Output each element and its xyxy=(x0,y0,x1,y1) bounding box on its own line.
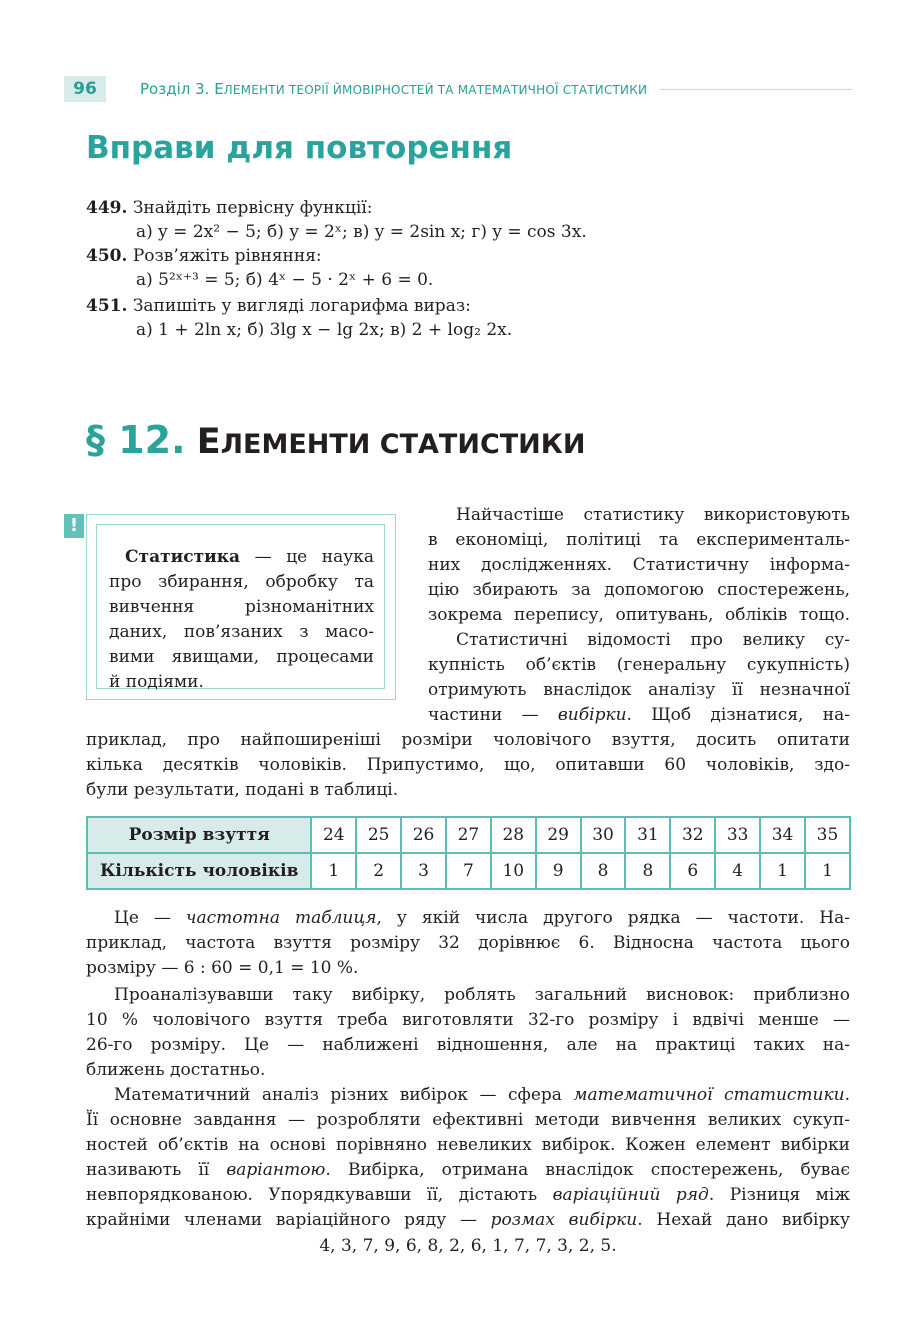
section-title-first-letter: Е xyxy=(196,422,221,462)
table-cell: 1 xyxy=(805,853,850,889)
table-cell: 26 xyxy=(401,817,446,853)
chapter-first-letter: Е xyxy=(214,80,224,98)
definition-term: Статистика xyxy=(125,547,241,567)
term-math-statistics: математичної статистики xyxy=(573,1085,845,1105)
chapter-title: ЛЕМЕНТИ ТЕОРІЇ ЙМОВІРНОСТЕЙ ТА МАТЕМАТИЧНОЇ СТАТИСТИКИ xyxy=(223,83,648,97)
table-cell: 35 xyxy=(805,817,850,853)
definition-line: про збирання, обробку та xyxy=(109,572,374,592)
text-line: отримують внаслідок аналізу її незначної xyxy=(428,680,850,700)
table-cell: 34 xyxy=(760,817,805,853)
table-cell: 7 xyxy=(446,853,491,889)
term-sample: вибірки xyxy=(557,705,627,725)
text-line: 26-го розміру. Це — наближені відношення, але на практиці таких на- xyxy=(86,1035,850,1055)
section-title-rest: ЛЕМЕНТИ СТАТИСТИКИ xyxy=(220,429,586,460)
text-line: Найчастіше статистику використовують xyxy=(456,505,850,525)
section-number: § 12. xyxy=(86,418,186,462)
exercise-parts: а) y = 2x² − 5; б) y = 2ˣ; в) y = 2sin x; г) y = cos 3x. xyxy=(136,222,587,242)
table-cell: 27 xyxy=(446,817,491,853)
table-cell: 10 xyxy=(491,853,536,889)
table-cell: 29 xyxy=(536,817,581,853)
exercise-number: 450. xyxy=(86,246,128,266)
term-frequency-table: частотна таблиця xyxy=(185,908,377,928)
text-line: купність об’єктів (генеральну сукупність) xyxy=(428,655,850,675)
text-line: Це — частотна таблиця, у якій числа другого рядка — частоти. На- xyxy=(114,908,850,928)
sample-values: 4, 3, 7, 9, 6, 8, 2, 6, 1, 7, 7, 3, 2, 5. xyxy=(319,1236,617,1256)
table-cell: 25 xyxy=(356,817,401,853)
exercise-task: Знайдіть первісну функції: xyxy=(132,198,373,218)
table-cell: 33 xyxy=(715,817,760,853)
table-cell: 8 xyxy=(581,853,626,889)
frequency-table xyxy=(86,816,851,890)
definition-line: Статистика — це наука xyxy=(125,547,374,567)
exercise-task: Розв’яжіть рівняння: xyxy=(132,246,322,266)
text-line: цію збирають за допомогою спостережень, xyxy=(428,580,850,600)
table-cell: 31 xyxy=(625,817,670,853)
text-line: зокрема перепису, опитувань, обліків тощо. xyxy=(428,605,850,625)
table-row-header: Кількість чоловіків xyxy=(87,853,311,889)
table-row-header: Розмір взуття xyxy=(87,817,311,853)
definition-line: й подіями. xyxy=(109,672,204,692)
text-line: розміру — 6 : 60 = 0,1 = 10 %. xyxy=(86,958,359,978)
review-heading: Вправи для повторення xyxy=(86,130,513,166)
text-line: невпорядкованою. Упорядкувавши її, дістають варіаційний ряд. Різниця між xyxy=(86,1185,850,1205)
table-cell: 30 xyxy=(581,817,626,853)
table-cell: 1 xyxy=(760,853,805,889)
text-line: називають її варіантою. Вибірка, отримана внаслідок спостережень, буває xyxy=(86,1160,850,1180)
term-variation-series: варіаційний ряд xyxy=(552,1185,709,1205)
text-line: ближень достатньо. xyxy=(86,1060,266,1080)
table-cell: 6 xyxy=(670,853,715,889)
section-heading xyxy=(86,412,585,473)
table-cell: 32 xyxy=(670,817,715,853)
text-line: приклад, про найпоширеніші розміри чоловічого взуття, досить опитати xyxy=(86,730,850,750)
text-line: були результати, подані в таблиці. xyxy=(86,780,399,800)
definition-box xyxy=(86,514,396,700)
exercise-451 xyxy=(86,294,856,340)
chapter-label: Розділ 3. xyxy=(140,80,210,98)
text-line: Її основне завдання — розробляти ефективні методи вивчення великих сукуп- xyxy=(86,1110,850,1130)
exercise-449 xyxy=(86,196,856,242)
table-cell: 4 xyxy=(715,853,760,889)
table-cell: 24 xyxy=(311,817,356,853)
table-cell: 1 xyxy=(311,853,356,889)
text-line: приклад, частота взуття розміру 32 дорівнює 6. Відносна частота цього xyxy=(86,933,850,953)
exercise-number: 449. xyxy=(86,198,128,218)
term-variant: варіантою xyxy=(226,1160,326,1180)
text-line: крайніми членами варіаційного ряду — розмах вибірки. Нехай дано вибірку xyxy=(86,1210,851,1230)
table-cell: 8 xyxy=(625,853,670,889)
table-cell: 9 xyxy=(536,853,581,889)
exercise-task: Запишіть у вигляді логарифма вираз: xyxy=(132,296,471,316)
text-line: частини — вибірки. Щоб дізнатися, на- xyxy=(428,705,850,725)
table-row xyxy=(87,853,850,889)
text-line: Математичний аналіз різних вибірок — сфера математичної статистики. xyxy=(114,1085,851,1105)
table-row xyxy=(87,817,850,853)
running-header xyxy=(64,76,852,102)
table-cell: 3 xyxy=(401,853,446,889)
header-rule xyxy=(660,89,852,90)
text-line: в економіці, політиці та експерименталь- xyxy=(428,530,850,550)
exercise-parts: а) 1 + 2ln x; б) 3lg x − lg 2x; в) 2 + log₂ 2x. xyxy=(136,320,513,340)
text-line: 10 % чоловічого взуття треба виготовляти 32-го розміру і вдвічі менше — xyxy=(86,1010,850,1030)
table-cell: 2 xyxy=(356,853,401,889)
definition-line: вивчення різноманітних xyxy=(109,597,374,617)
definition-text xyxy=(109,545,374,695)
exercise-450 xyxy=(86,244,856,290)
exercise-number: 451. xyxy=(86,296,128,316)
definition-line: вими явищами, процесами xyxy=(109,647,374,667)
running-title xyxy=(140,76,647,103)
table-cell: 28 xyxy=(491,817,536,853)
page-number: 96 xyxy=(64,76,106,102)
text-line: Статистичні відомості про велику су- xyxy=(456,630,850,650)
text-line: Проаналізувавши таку вибірку, роблять загальний висновок: приблизно xyxy=(114,985,850,1005)
definition-inner-frame xyxy=(96,524,385,692)
term-sample-range: розмах вибірки xyxy=(490,1210,638,1230)
exclamation-icon: ! xyxy=(64,514,84,538)
exercise-parts: а) 5²ˣ⁺³ = 5; б) 4ˣ − 5 · 2ˣ + 6 = 0. xyxy=(136,270,434,290)
section-title xyxy=(197,422,586,462)
definition-line: даних, пов’язаних з масо- xyxy=(109,622,374,642)
text-line: ностей об’єктів на основі порівняно невеликих вибірок. Кожен елемент вибірки xyxy=(86,1135,850,1155)
text-line: них дослідженнях. Статистичну інформа- xyxy=(428,555,850,575)
text-line: кілька десятків чоловіків. Припустимо, що, опитавши 60 чоловіків, здо- xyxy=(86,755,850,775)
